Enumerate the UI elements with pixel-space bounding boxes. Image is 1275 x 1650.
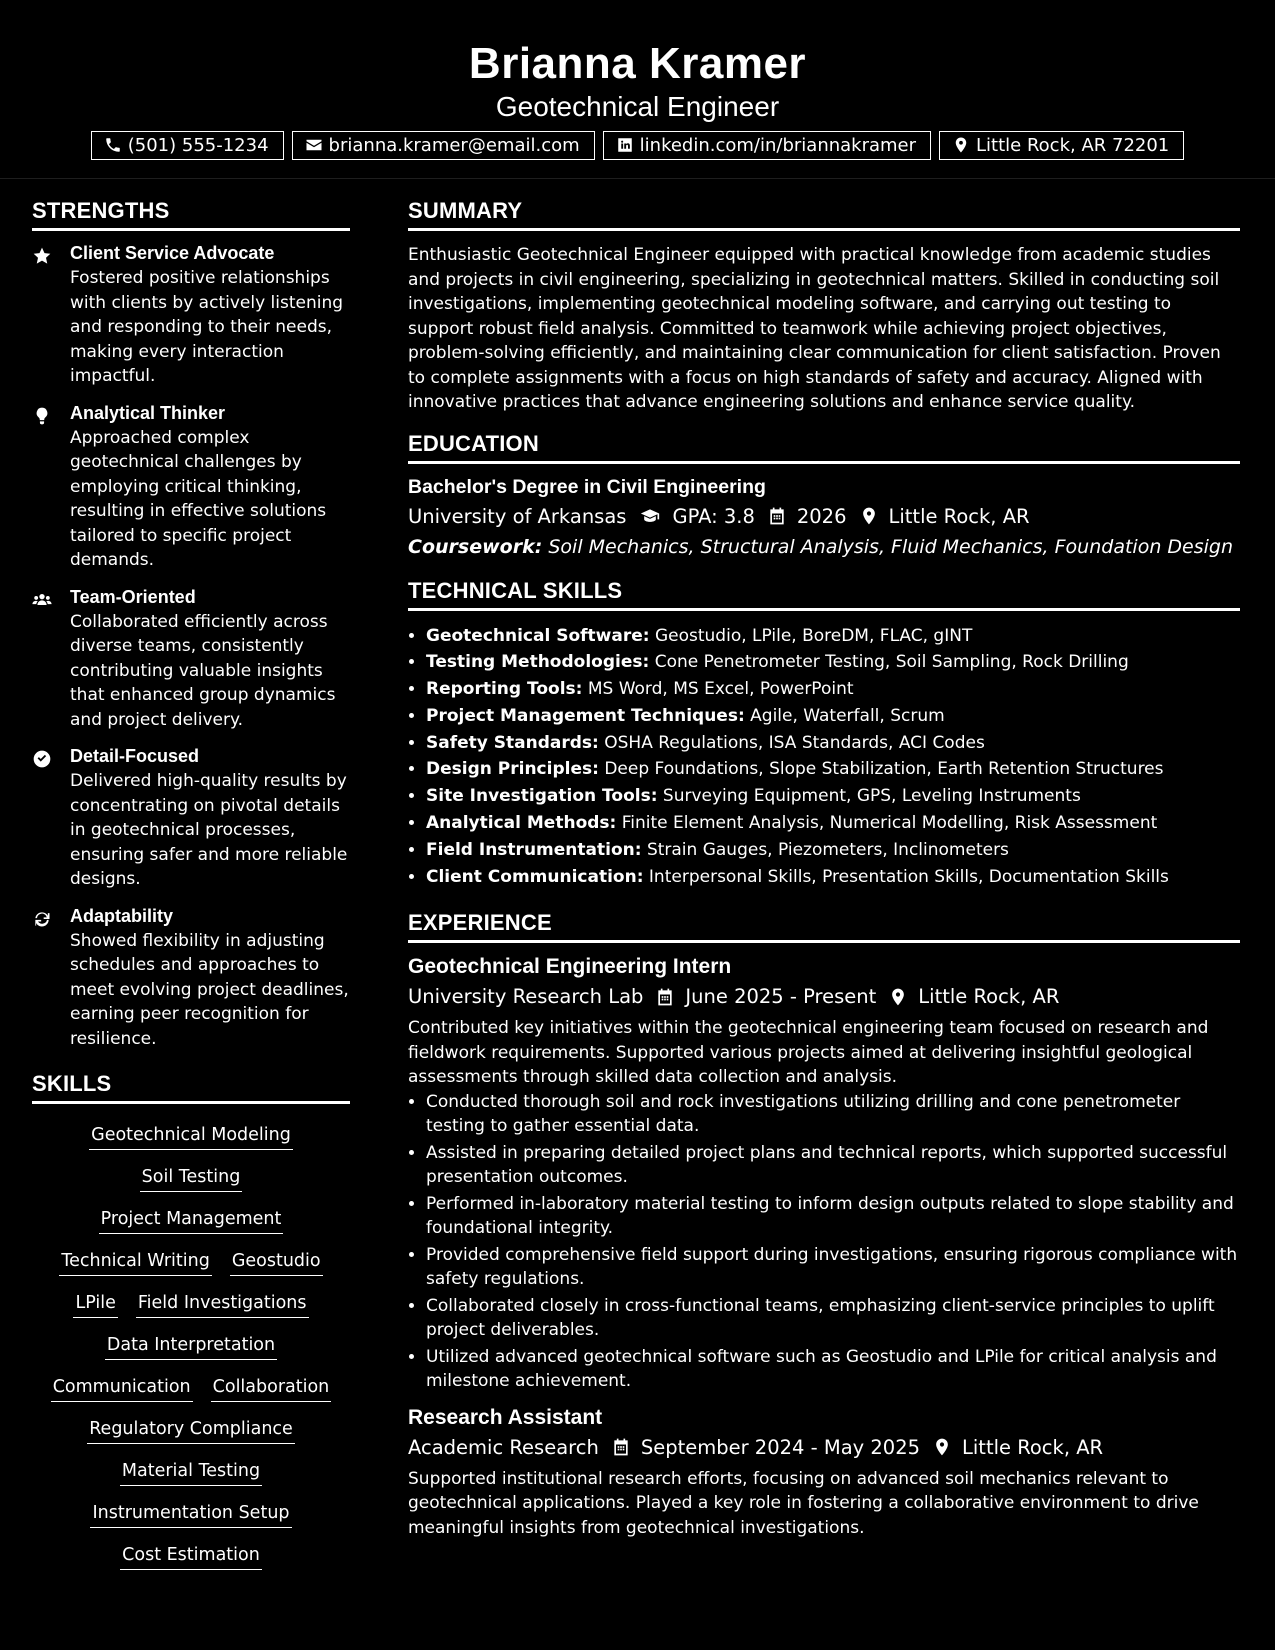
- skills-heading: SKILLS: [32, 1071, 350, 1104]
- candidate-name: Brianna Kramer: [468, 39, 807, 88]
- technical-skills-heading: TECHNICAL SKILLS: [408, 578, 1240, 611]
- tech-skill-label: Design Principles:: [426, 759, 599, 780]
- contact-row: [0, 131, 1275, 160]
- tech-skill-value: Geostudio, LPile, BoreDM, FLAC, gINT: [654, 625, 973, 646]
- contact-location: [939, 131, 1184, 160]
- contact-phone[interactable]: [91, 131, 284, 160]
- location-pin-icon: [859, 506, 879, 526]
- skill-chip: Collaboration: [211, 1376, 332, 1402]
- contact-phone-text: (501) 555-1234: [127, 134, 269, 156]
- education-location: Little Rock, AR: [888, 504, 1030, 528]
- skill-chip: Geotechnical Modeling: [89, 1124, 293, 1150]
- strength-item: [32, 587, 350, 733]
- tech-skill-value: Strain Gauges, Piezometers, Inclinometers: [646, 839, 1009, 860]
- lightbulb-icon: [32, 406, 52, 426]
- tech-skill-label: Client Communication:: [426, 866, 644, 887]
- technical-skills-list: [408, 623, 1240, 891]
- tech-skill-label: Field Instrumentation:: [426, 839, 642, 860]
- skill-chip: Field Investigations: [136, 1292, 309, 1318]
- summary-text: Enthusiastic Geotechnical Engineer equipped with practical knowledge from academic studies and projects in civil engineering, specializing in geotechnical matters. Skilled in conducting soil investigations, implementing geotechnical modeling software, and carrying out testing to support robust field analysis. Committed to teamwork while achieving project objectives, problem-solving efficiently, and maintaining clear communication for client satisfaction. Proven to complete assignments with a focus on high standards of safety and accuracy. Aligned with innovative practices that advance engineering solutions and enhance service quality.: [408, 245, 1221, 412]
- tech-skill-item: [426, 730, 1240, 757]
- calendar-icon: [767, 506, 787, 526]
- strength-desc: Collaborated efficiently across diverse teams, consistently contributing valuable insights that enhanced group dynamics and project delivery.: [70, 611, 336, 730]
- strength-desc: Showed flexibility in adjusting schedules and approaches to meet evolving project deadlines, earning peer recognition for resilience.: [70, 930, 349, 1049]
- skill-chip: Soil Testing: [140, 1166, 243, 1192]
- tech-skill-value: Finite Element Analysis, Numerical Modelling, Risk Assessment: [621, 813, 1158, 834]
- strength-title: Client Service Advocate: [70, 243, 275, 263]
- tech-skill-item: [426, 649, 1240, 676]
- location-pin-icon: [952, 136, 970, 154]
- education-meta: [408, 505, 1240, 528]
- job-bullets: [408, 1090, 1240, 1394]
- contact-email-text: brianna.kramer@email.com: [328, 134, 580, 156]
- contact-linkedin-text: linkedin.com/in/briannakramer: [639, 134, 917, 156]
- skill-chip: Data Interpretation: [105, 1334, 277, 1360]
- linkedin-icon: [616, 136, 634, 154]
- job-title: Geotechnical Engineering Intern: [408, 955, 732, 979]
- skill-chip: Communication: [51, 1376, 193, 1402]
- job-location: Little Rock, AR: [962, 1435, 1104, 1459]
- strength-item: [32, 746, 350, 892]
- job-meta: [408, 985, 1240, 1008]
- tech-skill-label: Testing Methodologies:: [426, 652, 650, 673]
- tech-skill-label: Safety Standards:: [426, 732, 599, 753]
- sync-icon: [32, 909, 52, 929]
- skill-chip: Project Management: [99, 1208, 284, 1234]
- check-circle-icon: [32, 749, 52, 769]
- strength-title: Analytical Thinker: [70, 402, 226, 423]
- tech-skill-label: Site Investigation Tools:: [426, 786, 658, 807]
- job-bullet: • Performed in-laboratory material testing to inform design outputs related to slope stability and foundational integrity.: [426, 1192, 1240, 1241]
- envelope-icon: [305, 136, 323, 154]
- left-column: [32, 198, 350, 1570]
- coursework-label: Coursework:: [408, 535, 543, 558]
- calendar-icon: [611, 1437, 631, 1457]
- calendar-icon: [655, 987, 675, 1007]
- candidate-title: Geotechnical Engineer: [495, 91, 780, 122]
- job-description: Supported institutional research efforts, focusing on advanced soil mechanics relevant to geotechnical applications. Played a key role in fostering a collaborative environment to drive meaningful insights from geotechnical investigations.: [408, 1468, 1199, 1538]
- right-column: [408, 198, 1240, 1540]
- tech-skill-item: [426, 783, 1240, 810]
- tech-skill-label: Geotechnical Software:: [426, 625, 650, 646]
- job-org: Academic Research: [408, 1435, 599, 1459]
- strength-title: Team-Oriented: [70, 586, 196, 607]
- tech-skill-label: Project Management Techniques:: [426, 705, 745, 726]
- location-pin-icon: [888, 987, 908, 1007]
- education-coursework: [408, 536, 1240, 558]
- experience-entry: [408, 1406, 1240, 1541]
- tech-skill-item: [426, 676, 1240, 703]
- tech-skill-item: [426, 864, 1240, 891]
- header-divider: [0, 178, 1275, 179]
- education-gpa: GPA: 3.8: [672, 504, 755, 528]
- phone-icon: [104, 136, 122, 154]
- strength-item: [32, 906, 350, 1052]
- strength-desc: Fostered positive relationships with clients by actively listening and responding to their needs, making every interaction impactful.: [70, 268, 344, 386]
- education-degree: Bachelor's Degree in Civil Engineering: [408, 475, 766, 498]
- strengths-heading: STRENGTHS: [32, 198, 350, 231]
- star-icon: [32, 246, 52, 266]
- tech-skill-label: Analytical Methods:: [426, 813, 617, 834]
- job-title: Research Assistant: [408, 1405, 603, 1429]
- graduation-cap-icon: [638, 506, 662, 526]
- skill-chip: Regulatory Compliance: [87, 1418, 295, 1444]
- tech-skill-value: Interpersonal Skills, Presentation Skills, Documentation Skills: [648, 866, 1169, 887]
- contact-linkedin[interactable]: [603, 131, 931, 160]
- job-bullet: • Provided comprehensive field support during investigations, ensuring rigorous compliance with safety regulations.: [426, 1243, 1240, 1292]
- tech-skill-item: [426, 837, 1240, 864]
- education-school: University of Arkansas: [408, 504, 627, 528]
- location-pin-icon: [932, 1437, 952, 1457]
- skills-list: [32, 1120, 350, 1570]
- tech-skill-value: Agile, Waterfall, Scrum: [750, 705, 945, 726]
- tech-skill-value: Deep Foundations, Slope Stabilization, Earth Retention Structures: [604, 759, 1164, 780]
- strength-item: [32, 243, 350, 389]
- coursework-list: Soil Mechanics, Structural Analysis, Fluid Mechanics, Foundation Design: [548, 535, 1233, 558]
- strength-desc: Delivered high-quality results by concentrating on pivotal details in geotechnical processes, ensuring safer and more reliable designs.: [70, 771, 348, 889]
- tech-skill-item: [426, 623, 1240, 650]
- tech-skill-item: [426, 703, 1240, 730]
- strength-item: [32, 403, 350, 573]
- contact-email[interactable]: [292, 131, 595, 160]
- experience-entry: [408, 955, 1240, 1394]
- skill-chip: Material Testing: [120, 1460, 262, 1486]
- resume-header: [0, 0, 1275, 160]
- job-meta: [408, 1436, 1240, 1459]
- tech-skill-item: [426, 756, 1240, 783]
- tech-skill-value: Surveying Equipment, GPS, Leveling Instruments: [662, 786, 1081, 807]
- job-org: University Research Lab: [408, 985, 644, 1009]
- skill-chip: LPile: [73, 1292, 117, 1318]
- job-bullet: • Assisted in preparing detailed project plans and technical reports, which supported successful presentation outcomes.: [426, 1141, 1240, 1190]
- job-location: Little Rock, AR: [918, 985, 1060, 1009]
- experience-heading: EXPERIENCE: [408, 910, 1240, 943]
- tech-skill-item: [426, 810, 1240, 837]
- skill-chip: Technical Writing: [59, 1250, 211, 1276]
- skill-chip: Instrumentation Setup: [90, 1502, 291, 1528]
- education-year: 2026: [796, 504, 847, 528]
- tech-skill-label: Reporting Tools:: [426, 679, 583, 700]
- tech-skill-value: Cone Penetrometer Testing, Soil Sampling, Rock Drilling: [654, 652, 1129, 673]
- contact-location-text: Little Rock, AR 72201: [976, 134, 1170, 156]
- job-description: Contributed key initiatives within the geotechnical engineering team focused on research and fieldwork requirements. Supported various projects aimed at delivering insightful geological assessments through skilled data collection and analysis.: [408, 1018, 1209, 1088]
- job-bullet: • Collaborated closely in cross-functional teams, emphasizing client-service principles to uplift project deliverables.: [426, 1294, 1240, 1343]
- strength-title: Adaptability: [70, 905, 174, 926]
- job-dates: June 2025 - Present: [685, 985, 877, 1009]
- users-icon: [32, 590, 52, 610]
- job-bullet: • Conducted thorough soil and rock investigations utilizing drilling and cone penetrometer testing to gather essential data.: [426, 1090, 1240, 1139]
- skill-chip: Cost Estimation: [120, 1544, 262, 1570]
- tech-skill-value: OSHA Regulations, ISA Standards, ACI Codes: [604, 732, 985, 753]
- skill-chip: Geostudio: [230, 1250, 323, 1276]
- education-heading: EDUCATION: [408, 431, 1240, 464]
- strength-desc: Approached complex geotechnical challenges by employing critical thinking, resulting in effective solutions tailored to specific project demands.: [70, 427, 327, 570]
- strength-title: Detail-Focused: [70, 746, 200, 766]
- job-dates: September 2024 - May 2025: [640, 1435, 921, 1459]
- job-bullet: • Utilized advanced geotechnical software such as Geostudio and LPile for critical analysis and milestone achievement.: [426, 1345, 1240, 1394]
- summary-heading: SUMMARY: [408, 198, 1240, 231]
- tech-skill-value: MS Word, MS Excel, PowerPoint: [587, 679, 854, 700]
